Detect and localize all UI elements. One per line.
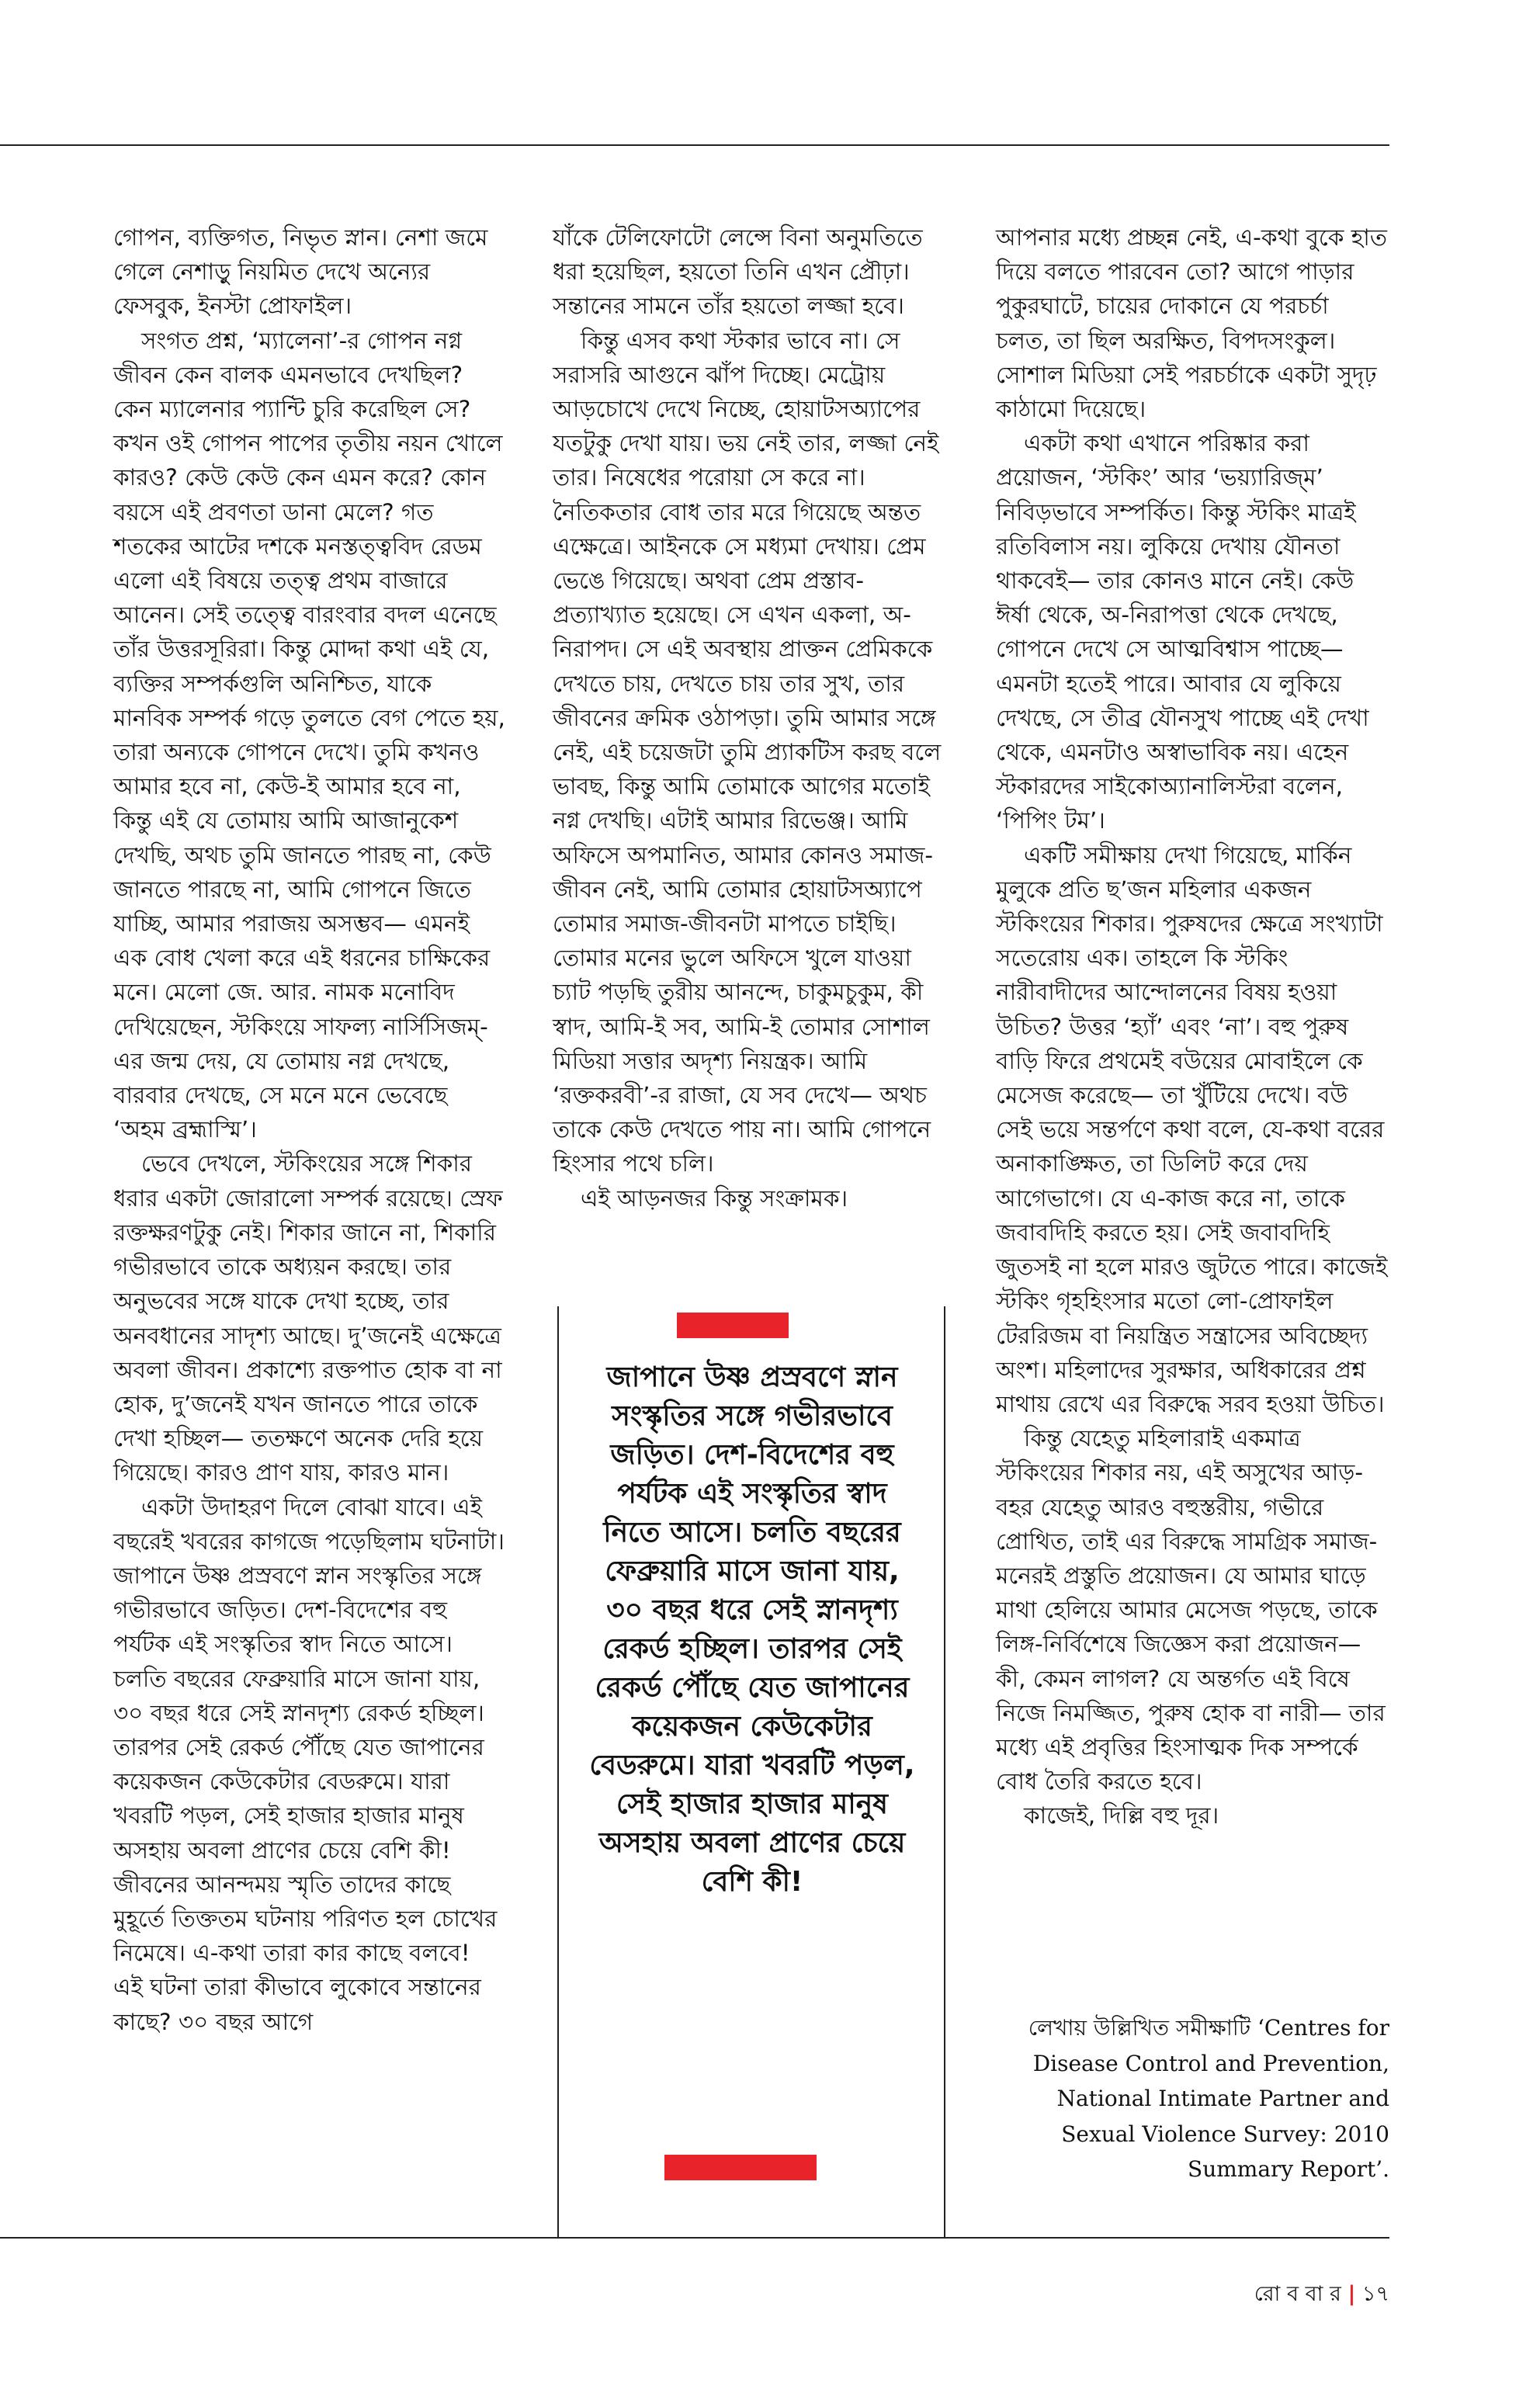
pullquote-bottom-bar	[664, 2155, 817, 2180]
page-footer	[1211, 2278, 1389, 2313]
footer-separator: |	[1348, 2282, 1356, 2306]
credit-line: Summary Report’.	[1188, 2156, 1389, 2182]
paragraph: আপনার মধ্যে প্রচ্ছন্ন নেই, এ-কথা বুকে হাত দিয়ে বলতে পারবেন তো? আগে পাড়ার পুকুরঘাটে, চায়ের দোকানে যে পরচর্চা চলত, তা ছিল অরক্ষিত, বিপদসংকুল। সোশাল মিডিয়া সেই পরচর্চাকে একটা সুদৃঢ় কাঠামো দিয়েছে।	[996, 224, 1387, 423]
page-number: ১৭	[1361, 2282, 1389, 2306]
pullquote-right-rule	[944, 1306, 945, 2238]
column-1	[113, 220, 506, 2039]
credit-line: Disease Control and Prevention,	[1032, 2050, 1389, 2076]
source-credit	[1001, 2010, 1389, 2187]
paragraph: একটা কথা এখানে পরিষ্কার করা প্রয়োজন, ‘স্টকিং’ আর ‘ভয়্যারিজ্‌ম’ নিবিড়ভাবে সম্পর্কিত। কিন্তু স্টকিং মাত্রই রতিবিলাস নয়। লুকিয়ে দেখায় যৌনতা থাকবেই— তার কোনও মানে নেই। কেউ ঈর্ষা থেকে, অ-নিরাপত্তা থেকে দেখছে, গোপনে দেখে সে আত্মবিশ্বাস পাচ্ছে— এমনটা হতেই পারে। আবার যে লুকিয়ে দেখছে, সে তীব্র যৌনসুখ পাচ্ছে এই দেখা থেকে, এমনটাও অস্বাভাবিক নয়। এহেন স্টকারদের সাইকোঅ্যানালিস্টরা বলেন, ‘পিপিং টম’।	[996, 430, 1369, 834]
paragraph: সংগত প্রশ্ন, ‘ম্যালেনা’-র গোপন নগ্ন জীবন কেন বালক এমনভাবে দেখছিল? কেন ম্যালেনার প্যান্টি চুরি করেছিল সে? কখন ওই গোপন পাপের তৃতীয় নয়ন খোলে কারও? কেউ কেউ কেন এমন করে? কোন বয়সে এই প্রবণতা ডানা মেলে? গত শতকের আটের দশকে মনস্তত্ত্ববিদ রেডম এলো এই বিষয়ে তত্ত্ব প্রথম বাজারে আনেন। সেই তত্ত্বে বারংবার বদল এনেছে তাঁর উত্তরসূরিরা। কিন্তু মোদ্দা কথা এই যে, ব্যক্তির সম্পর্কগুলি অনিশ্চিত, যাকে মানবিক সম্পর্ক গড়ে তুলতে বেগ পেতে হয়, তারা অন্যকে গোপনে দেখে। তুমি কখনও আমার হবে না, কেউ-ই আমার হবে না, কিন্তু এই যে তোমায় আমি আজানুকেশ দেখছি, অথচ তুমি জানতে পারছ না, কেউ জানতে পারছে না, আমি গোপনে জিতে যাচ্ছি, আমার পরাজয় অসম্ভব— এমনই এক বোধ খেলা করে এই ধরনের চাক্ষিকের মনে। মেলো জে. আর. নামক মনোবিদ দেখিয়েছেন, স্টকিংয়ে সাফল্য নার্সিসিজম্-এর জন্ম দেয়, যে তোমায় নগ্ন দেখছে, বারবার দেখছে, সে মনে মনে ভেবেছে ‘অহম ব্রহ্মাস্মি’।	[113, 327, 505, 1143]
pullquote-left-rule	[557, 1306, 559, 2238]
column-2	[553, 220, 945, 1216]
paragraph: গোপন, ব্যক্তিগত, নিভৃত স্নান। নেশা জমে গেলে নেশাড়ু নিয়মিত দেখে অন্যের ফেসবুক, ইনস্টা প্রোফাইল।	[113, 224, 488, 320]
top-rule	[0, 144, 1389, 146]
paragraph: একটি সমীক্ষায় দেখা গিয়েছে, মার্কিন মুলুকে প্রতি ছ’জন মহিলার একজন স্টকিংয়ের শিকার। পুরুষদের ক্ষেত্রে সংখ্যাটা সতেরোয় এক। তাহলে কি স্টকিং নারীবাদীদের আন্দোলনের বিষয় হওয়া উচিত? উত্তর ‘হ্যাঁ’ এবং ‘না’। বহু পুরুষ বাড়ি ফিরে প্রথমেই বউয়ের মোবাইলে কে মেসেজ করেছে— তা খুঁটিয়ে দেখে। বউ সেই ভয়ে সন্তর্পণে কথা বলে, যে-কথা বরের অনাকাঙ্ক্ষিত, তা ডিলিট করে দেয় আগেভাগে। যে এ-কাজ করে না, তাকে জবাবদিহি করতে হয়। সেই জবাবদিহি জুতসই না হলে মারও জুটতে পারে। কাজেই স্টকিং গৃহহিংসার মতো লো-প্রোফাইল টেররিজম বা নিয়ন্ত্রিত সন্ত্রাসের অবিচ্ছেদ্য অংশ। মহিলাদের সুরক্ষার, অধিকারের প্রশ্ন মাথায় রেখে এর বিরুদ্ধে সরব হওয়া উচিত।	[996, 841, 1388, 1417]
pullquote-top-bar	[677, 1313, 789, 1338]
credit-line: National Intimate Partner and	[1056, 2086, 1389, 2111]
credit-line: Sexual Violence Survey: 2010	[1061, 2121, 1389, 2147]
pullquote	[587, 1358, 917, 1902]
column-3	[996, 220, 1389, 1833]
paragraph: একটা উদাহরণ দিলে বোঝা যাবে। এই বছরেই খবরের কাগজে পড়েছিলাম ঘটনাটা। জাপানে উষ্ণ প্রস্রবণে স্নান সংস্কৃতির সঙ্গে গভীরভাবে জড়িত। দেশ-বিদেশের বহু পর্যটক এই সংস্কৃতির স্বাদ নিতে আসে। চলতি বছরের ফেব্রুয়ারি মাসে জানা যায়, ৩০ বছর ধরে সেই স্নানদৃশ্য রেকর্ড হচ্ছিল। তারপর সেই রেকর্ড পৌঁছে যেত জাপানের কয়েকজন কেউকেটার বেডরুমে। যারা খবরটি পড়ল, সেই হাজার হাজার মানুষ অসহায় অবলা প্রাণের চেয়ে বেশি কী! জীবনের আনন্দময় স্মৃতি তাদের কাছে মুহূর্তে তিক্ততম ঘটনায় পরিণত হল চোখের নিমেষে। এ-কথা তারা কার কাছে বলবে! এই ঘটনা তারা কীভাবে লুকোবে সন্তানের কাছে? ৩০ বছর আগে	[113, 1493, 505, 2035]
paragraph: এই আড়নজর কিন্তু সংক্রামক।	[581, 1184, 848, 1212]
paragraph: কাজেই, দিল্লি বহু দূর।	[1024, 1802, 1219, 1829]
pullquote-text: জাপানে উষ্ণ প্রস্রবণে স্নান সংস্কৃতির সঙ্গে গভীরভাবে জড়িত। দেশ-বিদেশের বহু পর্যটক এই সংস্কৃতির স্বাদ নিতে আসে। চলতি বছরের ফেব্রুয়ারি মাসে জানা যায়, ৩০ বছর ধরে সেই স্নানদৃশ্য রেকর্ড হচ্ছিল। তারপর সেই রেকর্ড পৌঁছে যেত জাপানের কয়েকজন কেউকেটার বেডরুমে। যারা খবরটি পড়ল, সেই হাজার হাজার মানুষ অসহায় অবলা প্রাণের চেয়ে বেশি কী!	[589, 1361, 915, 1898]
paragraph: যাঁকে টেলিফোটো লেন্সে বিনা অনুমতিতে ধরা হয়েছিল, হয়তো তিনি এখন প্রৌঢ়া। সন্তানের সামনে তাঁর হয়তো লজ্জা হবে।	[553, 224, 923, 320]
credit-line: লেখায় উল্লিখিত সমীক্ষাটি ‘Centres for	[1028, 2015, 1389, 2041]
bottom-rule	[0, 2237, 1389, 2239]
magazine-name: রো ব বা র	[1254, 2282, 1341, 2306]
paragraph: কিন্তু এসব কথা স্টকার ভাবে না। সে সরাসরি আগুনে ঝাঁপ দিচ্ছে। মেট্রোয় আড়চোখে দেখে নিচ্ছে, হোয়াটসঅ্যাপের যতটুকু দেখা যায়। ভয় নেই তার, লজ্জা নেই তার। নিষেধের পরোয়া সে করে না। নৈতিকতার বোধ তার মরে গিয়েছে অন্তত এক্ষেত্রে। আইনকে সে মধ্যমা দেখায়। প্রেম ভেঙে গিয়েছে। অথবা প্রেম প্রস্তাব-প্রত্যাখ্যাত হয়েছে। সে এখন একলা, অ-নিরাপদ। সে এই অবস্থায় প্রাক্তন প্রেমিককে দেখতে চায়, দেখতে চায় তার সুখ, তার জীবনের ক্রমিক ওঠাপড়া। তুমি আমার সঙ্গে নেই, এই চয়েজটা তুমি প্র্যাকটিস করছ বলে ভাবছ, কিন্তু আমি তোমাকে আগের মতোই নগ্ন দেখছি। এটাই আমার রিভেঞ্জ। আমি অফিসে অপমানিত, আমার কোনও সমাজ-জীবন নেই, আমি তোমার হোয়াটসঅ্যাপে তোমার সমাজ-জীবনটা মাপতে চাইছি। তোমার মনের ভুলে অফিসে খুলে যাওয়া চ্যাট পড়ছি তুরীয় আনন্দে, চাকুমচুকুম, কী স্বাদ, আমি-ই সব, আমি-ই তোমার সোশাল মিডিয়া সত্তার অদৃশ্য নিয়ন্ত্রক। আমি ‘রক্তকরবী’-র রাজা, যে সব দেখে— অথচ তাকে কেউ দেখতে পায় না। আমি গোপনে হিংসার পথে চলি।	[553, 327, 942, 1177]
paragraph: ভেবে দেখলে, স্টকিংয়ের সঙ্গে শিকার ধরার একটা জোরালো সম্পর্ক রয়েছে। স্রেফ রক্তক্ষরণটুকু নেই। শিকার জানে না, শিকারি গভীরভাবে তাকে অধ্যয়ন করছে। তার অনুভবের সঙ্গে যাকে দেখা হচ্ছে, তার অনবধানের সাদৃশ্য আছে। দু’জনেই এক্ষেত্রে অবলা জীবন। প্রকাশ্যে রক্তপাত হোক বা না হোক, দু’জনেই যখন জানতে পারে তাকে দেখা হচ্ছিল— ততক্ষণে অনেক দেরি হয়ে গিয়েছে। কারও প্রাণ যায়, কারও মান।	[113, 1150, 503, 1486]
paragraph: কিন্তু যেহেতু মহিলারাই একমাত্র স্টকিংয়ের শিকার নয়, এই অসুখের আড়-বহর যেহেতু আরও বহুস্তরীয়, গভীরে প্রোথিত, তাই এর বিরুদ্ধে সামগ্রিক সমাজ-মনেরই প্রস্তুতি প্রয়োজন। যে আমার ঘাড়ে মাথা হেলিয়ে আমার মেসেজ পড়ছে, তাকে লিঙ্গ-নির্বিশেষে জিজ্ঞেস করা প্রয়োজন— কী, কেমন লাগল? যে অন্তর্গত এই বিষে নিজে নিমজ্জিত, পুরুষ হোক বা নারী— তার মধ্যে এই প্রবৃত্তির হিংসাত্মক দিক সম্পর্কে বোধ তৈরি করতে হবে।	[996, 1425, 1386, 1795]
